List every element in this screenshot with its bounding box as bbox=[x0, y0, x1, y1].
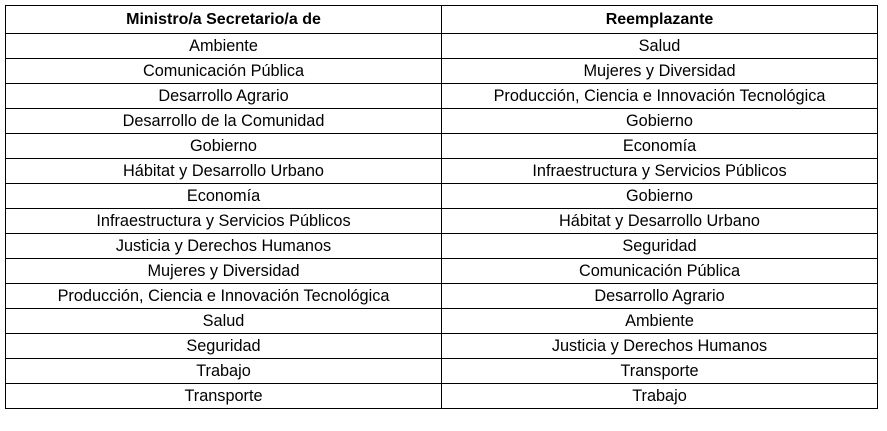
ministers-replacement-table bbox=[5, 5, 878, 409]
minister-cell: Desarrollo de la Comunidad bbox=[6, 109, 442, 134]
minister-cell: Trabajo bbox=[6, 359, 442, 384]
table-row bbox=[6, 109, 878, 134]
replacement-cell: Salud bbox=[442, 34, 878, 59]
replacement-cell: Ambiente bbox=[442, 309, 878, 334]
table-header-row bbox=[6, 6, 878, 34]
minister-cell: Mujeres y Diversidad bbox=[6, 259, 442, 284]
replacement-cell: Economía bbox=[442, 134, 878, 159]
minister-cell: Economía bbox=[6, 184, 442, 209]
table-row bbox=[6, 259, 878, 284]
replacement-cell: Desarrollo Agrario bbox=[442, 284, 878, 309]
table-row bbox=[6, 159, 878, 184]
table-row bbox=[6, 384, 878, 409]
minister-cell: Infraestructura y Servicios Públicos bbox=[6, 209, 442, 234]
minister-cell: Ambiente bbox=[6, 34, 442, 59]
table-row bbox=[6, 34, 878, 59]
minister-cell: Gobierno bbox=[6, 134, 442, 159]
replacement-cell: Producción, Ciencia e Innovación Tecnológica bbox=[442, 84, 878, 109]
replacement-cell: Gobierno bbox=[442, 184, 878, 209]
table-row bbox=[6, 309, 878, 334]
replacement-cell: Justicia y Derechos Humanos bbox=[442, 334, 878, 359]
replacement-cell: Trabajo bbox=[442, 384, 878, 409]
replacement-cell: Seguridad bbox=[442, 234, 878, 259]
table-row bbox=[6, 134, 878, 159]
replacement-cell: Transporte bbox=[442, 359, 878, 384]
minister-cell: Comunicación Pública bbox=[6, 59, 442, 84]
replacement-cell: Infraestructura y Servicios Públicos bbox=[442, 159, 878, 184]
column-header-minister: Ministro/a Secretario/a de bbox=[6, 6, 442, 34]
replacement-cell: Hábitat y Desarrollo Urbano bbox=[442, 209, 878, 234]
minister-cell: Hábitat y Desarrollo Urbano bbox=[6, 159, 442, 184]
table-row bbox=[6, 184, 878, 209]
replacement-cell: Mujeres y Diversidad bbox=[442, 59, 878, 84]
table-row bbox=[6, 284, 878, 309]
minister-cell: Transporte bbox=[6, 384, 442, 409]
minister-cell: Seguridad bbox=[6, 334, 442, 359]
table-row bbox=[6, 84, 878, 109]
minister-cell: Salud bbox=[6, 309, 442, 334]
table-body bbox=[6, 34, 878, 409]
minister-cell: Justicia y Derechos Humanos bbox=[6, 234, 442, 259]
document-page bbox=[5, 5, 878, 409]
minister-cell: Desarrollo Agrario bbox=[6, 84, 442, 109]
column-header-replacement: Reemplazante bbox=[442, 6, 878, 34]
table-row bbox=[6, 334, 878, 359]
minister-cell: Producción, Ciencia e Innovación Tecnológica bbox=[6, 284, 442, 309]
replacement-cell: Gobierno bbox=[442, 109, 878, 134]
table-row bbox=[6, 209, 878, 234]
replacement-cell: Comunicación Pública bbox=[442, 259, 878, 284]
table-row bbox=[6, 59, 878, 84]
table-row bbox=[6, 359, 878, 384]
table-row bbox=[6, 234, 878, 259]
